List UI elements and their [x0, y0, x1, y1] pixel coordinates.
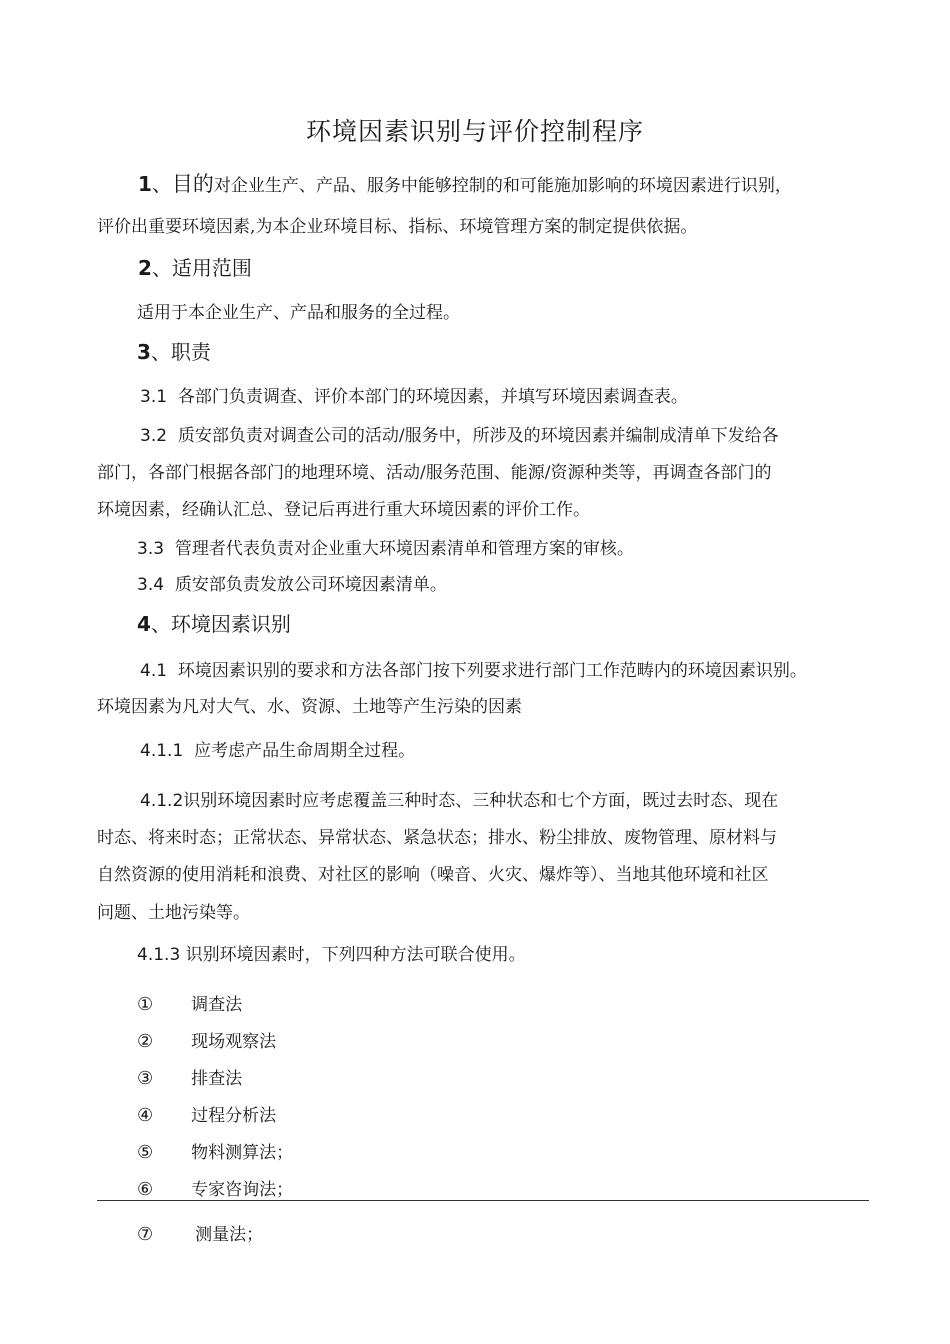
- clause-4-1: [140, 656, 807, 681]
- paragraph-line: 自然资源的使用消耗和浪费、对社区的影响（噪音、火灾、爆炸等）、当地其他环境和社区: [97, 865, 769, 885]
- list-item: [137, 990, 242, 1015]
- clause-text: 质安部负责对调查公司的活动/服务中，所涉及的环境因素并编制成清单下发给各: [177, 426, 779, 446]
- clause-4-1-3: [137, 940, 526, 965]
- list-label: 物料测算法；: [191, 1143, 294, 1163]
- clause-3-3: [137, 534, 634, 559]
- list-marker: ⑥: [137, 1179, 154, 1200]
- list-label: 测量法；: [195, 1225, 264, 1245]
- list-item: [137, 1175, 293, 1200]
- list-item: [137, 1220, 263, 1245]
- section-2-heading: [138, 252, 252, 281]
- clause-3-2: [140, 421, 779, 446]
- paragraph-line: 部门，各部门根据各部门的地理环境、活动/服务范围、能源/资源种类等，再调查各部门的: [97, 463, 772, 483]
- clause-text: 识别环境因素时，下列四种方法可联合使用。: [185, 945, 526, 965]
- list-marker: ②: [137, 1031, 154, 1052]
- clause-text: 环境因素识别的要求和方法各部门按下列要求进行部门工作范畴内的环境因素识别。: [177, 661, 807, 681]
- list-item: [137, 1101, 276, 1126]
- clause-number: 4.1.3: [137, 945, 181, 965]
- section-4-heading: [137, 608, 291, 637]
- clause-number: 4.1.1: [140, 741, 184, 761]
- clause-text: 管理者代表负责对企业重大环境因素清单和管理方案的审核。: [174, 539, 634, 559]
- section-title: 、环境因素识别: [150, 612, 291, 636]
- paragraph-line: 适用于本企业生产、产品和服务的全过程。: [137, 303, 460, 323]
- section-title: 目的: [171, 172, 214, 196]
- clause-text: 各部门负责调查、评价本部门的环境因素，并填写环境因素调查表。: [177, 387, 688, 407]
- clause-number: 4.1.2: [140, 791, 184, 811]
- clause-3-1: [140, 382, 688, 407]
- section-number: 3: [137, 340, 151, 364]
- list-marker: ③: [137, 1068, 154, 1089]
- section-separator: 、: [151, 172, 172, 196]
- list-marker: ⑤: [137, 1142, 154, 1163]
- page-title: 环境因素识别与评价控制程序: [305, 117, 644, 146]
- paragraph-line: 问题、土地污染等。: [97, 903, 250, 923]
- clause-number: 3.4: [137, 575, 165, 595]
- list-item: [137, 1138, 293, 1163]
- list-marker: ⑦: [137, 1224, 154, 1245]
- section-1-heading: [138, 168, 792, 198]
- list-marker: ④: [137, 1105, 154, 1126]
- section-number: 4: [137, 612, 151, 636]
- list-item: [137, 1064, 242, 1089]
- clause-number: 3.1: [140, 387, 168, 407]
- clause-number: 3.3: [137, 539, 165, 559]
- list-label: 排查法: [191, 1069, 243, 1089]
- paragraph-line: 评价出重要环境因素,为本企业环境目标、指标、环境管理方案的制定提供依据。: [97, 217, 698, 237]
- paragraph-text: 对企业生产、产品、服务中能够控制的和可能施加影响的环境因素进行识别，: [213, 176, 792, 196]
- section-number: 2: [138, 256, 152, 280]
- list-label: 现场观察法: [191, 1032, 277, 1052]
- clause-number: 3.2: [140, 426, 168, 446]
- clause-3-4: [137, 570, 447, 595]
- clause-text: 应考虑产品生命周期全过程。: [194, 741, 416, 761]
- list-label: 调查法: [191, 995, 243, 1015]
- clause-4-1-1: [140, 736, 415, 761]
- clause-number: 4.1: [140, 661, 168, 681]
- list-item: [137, 1027, 276, 1052]
- paragraph-line: 环境因素为凡对大气、水、资源、土地等产生污染的因素: [97, 697, 522, 717]
- list-marker: ①: [137, 994, 154, 1015]
- section-3-heading: [137, 336, 211, 365]
- page-divider: [97, 1200, 869, 1201]
- paragraph-line: 时态、将来时态；正常状态、异常状态、紧急状态；排水、粉尘排放、废物管理、原材料与: [97, 828, 777, 848]
- section-number: 1: [138, 172, 152, 196]
- list-label: 专家咨询法；: [191, 1180, 294, 1200]
- paragraph-line: 环境因素，经确认汇总、登记后再进行重大环境因素的评价工作。: [97, 500, 590, 520]
- clause-text: 识别环境因素时应考虑覆盖三种时态、三种状态和七个方面，既过去时态、现在: [183, 791, 779, 811]
- clause-text: 质安部负责发放公司环境因素清单。: [174, 575, 447, 595]
- section-title: 、职责: [150, 340, 211, 364]
- clause-4-1-2: [140, 786, 778, 811]
- section-title: 、适用范围: [151, 256, 252, 280]
- list-label: 过程分析法: [191, 1106, 277, 1126]
